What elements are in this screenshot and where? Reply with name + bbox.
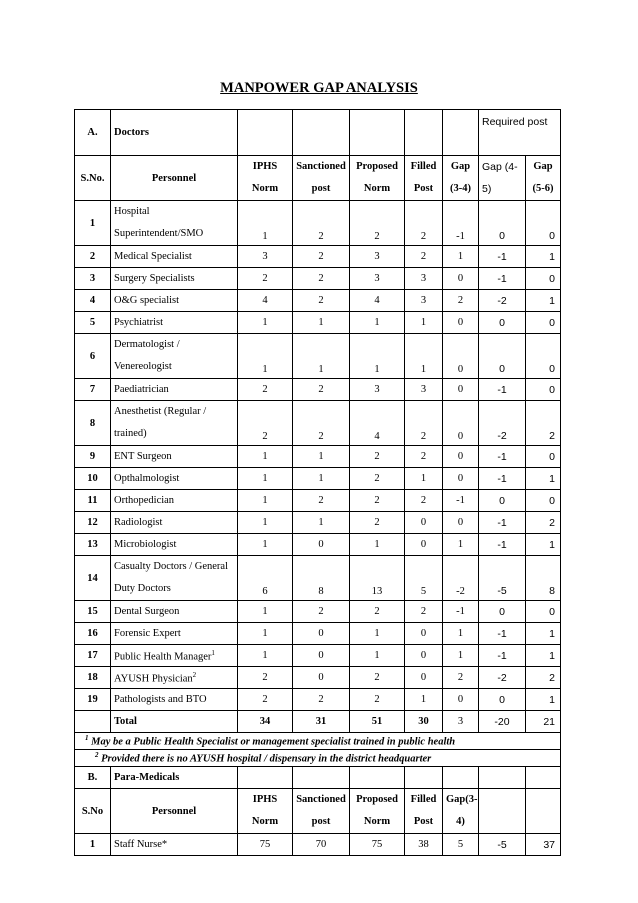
table-row: [75, 401, 561, 446]
row-proposed-norm: 1: [350, 334, 405, 379]
row-gap-5-6: 1: [526, 246, 561, 268]
row-sno: 11: [75, 490, 111, 512]
row-sanctioned-post: 1: [293, 334, 350, 379]
row-gap-4-5: -2: [479, 401, 526, 446]
row-personnel: [111, 601, 238, 623]
row-sanctioned-post: 2: [293, 290, 350, 312]
row-sno: 18: [75, 667, 111, 689]
row-iphs-norm: 6: [238, 556, 293, 601]
row-sno: 3: [75, 268, 111, 290]
footnote: [75, 733, 561, 750]
row-filled-post: 3: [405, 268, 443, 290]
row-gap-5-6: 1: [526, 623, 561, 645]
row-filled-post: 2: [405, 246, 443, 268]
row-sanctioned-post: 2: [293, 201, 350, 246]
table-row: [75, 667, 561, 689]
row-personnel: [111, 379, 238, 401]
row-proposed-norm: 2: [350, 601, 405, 623]
personnel-name: Medical Specialist: [114, 251, 192, 262]
row-sno: 4: [75, 290, 111, 312]
empty-cell: [443, 767, 479, 789]
table-row: [75, 468, 561, 490]
row-sno: 9: [75, 446, 111, 468]
row-sno: 17: [75, 645, 111, 667]
personnel-name: Public Health Manager: [114, 651, 212, 663]
row-gap-3-4: 0: [443, 401, 479, 446]
row-gap-3-4: -2: [443, 556, 479, 601]
personnel-name: O&G specialist: [114, 295, 180, 306]
row-sanctioned-post: 2: [293, 689, 350, 711]
row-gap-3-4: 0: [443, 268, 479, 290]
row-sanctioned-post: 2: [293, 601, 350, 623]
row-sanctioned-post: 1: [293, 446, 350, 468]
row-gap-4-5: 0: [479, 601, 526, 623]
row-gap-4-5: -2: [479, 667, 526, 689]
row-personnel: [111, 556, 238, 601]
row-sanctioned-post: 0: [293, 534, 350, 556]
header-iphs-norm: IPHS Norm: [238, 789, 293, 834]
row-gap-5-6: 0: [526, 268, 561, 290]
row-gap-3-4: 1: [443, 623, 479, 645]
manpower-gap-table: [74, 109, 561, 856]
personnel-name: Dermatologist / Venereologist: [114, 339, 180, 372]
row-sanctioned-post: 0: [293, 623, 350, 645]
row-gap-5-6: 0: [526, 601, 561, 623]
required-post-label: Required post: [479, 110, 561, 156]
row-sno: 5: [75, 312, 111, 334]
row-gap-4-5: 0: [479, 334, 526, 379]
total-row: [75, 711, 561, 733]
row-proposed-norm: 2: [350, 667, 405, 689]
row-iphs-norm: 1: [238, 645, 293, 667]
row-gap-5-6: 8: [526, 556, 561, 601]
row-filled-post: 5: [405, 556, 443, 601]
personnel-name: Opthalmologist: [114, 473, 180, 484]
row-gap-3-4: 1: [443, 246, 479, 268]
total-gap-5-6: 21: [526, 711, 561, 733]
header-iphs-norm: IPHS Norm: [238, 156, 293, 201]
table-row: [75, 645, 561, 667]
row-sno: 14: [75, 556, 111, 601]
row-filled-post: 2: [405, 201, 443, 246]
section-b-column-headers: [75, 789, 561, 834]
row-filled-post: 1: [405, 312, 443, 334]
header-sno: S.No: [75, 789, 111, 834]
section-a-header-row: [75, 110, 561, 156]
row-filled-post: 0: [405, 512, 443, 534]
row-sanctioned-post: 70: [293, 834, 350, 856]
table-row: [75, 534, 561, 556]
row-iphs-norm: 1: [238, 201, 293, 246]
personnel-name: Dental Surgeon: [114, 606, 180, 617]
row-iphs-norm: 1: [238, 312, 293, 334]
row-gap-3-4: 0: [443, 468, 479, 490]
row-proposed-norm: 3: [350, 268, 405, 290]
row-personnel: [111, 645, 238, 667]
row-gap-3-4: 5: [443, 834, 479, 856]
footnote-mark: 2: [95, 751, 99, 760]
row-gap-5-6: 1: [526, 290, 561, 312]
row-filled-post: 3: [405, 379, 443, 401]
row-proposed-norm: 4: [350, 401, 405, 446]
row-gap-5-6: 0: [526, 490, 561, 512]
row-personnel: [111, 446, 238, 468]
row-proposed-norm: 1: [350, 312, 405, 334]
total-label: Total: [111, 711, 238, 733]
row-gap-3-4: 0: [443, 312, 479, 334]
row-personnel: [111, 201, 238, 246]
row-sno: 6: [75, 334, 111, 379]
row-gap-5-6: 1: [526, 534, 561, 556]
page-title: MANPOWER GAP ANALYSIS: [220, 80, 418, 96]
personnel-name: Hospital Superintendent/SMO: [114, 206, 204, 239]
section-a-label: A.: [75, 110, 111, 156]
row-personnel: Staff Nurse*: [111, 834, 238, 856]
row-iphs-norm: 2: [238, 689, 293, 711]
total-sanctioned-post: 31: [293, 711, 350, 733]
personnel-name: Anesthetist (Regular / trained): [114, 406, 207, 439]
section-a-name: Doctors: [111, 110, 238, 156]
row-gap-3-4: -1: [443, 601, 479, 623]
row-iphs-norm: 2: [238, 667, 293, 689]
row-gap-3-4: 1: [443, 645, 479, 667]
row-gap-4-5: 0: [479, 490, 526, 512]
table-row: [75, 201, 561, 246]
header-proposed-norm: Proposed Norm: [350, 789, 405, 834]
row-personnel: [111, 468, 238, 490]
row-personnel: [111, 490, 238, 512]
row-iphs-norm: 1: [238, 334, 293, 379]
empty-cell: [479, 767, 526, 789]
table-row: [75, 556, 561, 601]
row-gap-3-4: 0: [443, 689, 479, 711]
row-gap-5-6: 0: [526, 446, 561, 468]
row-gap-5-6: 1: [526, 689, 561, 711]
row-sanctioned-post: 1: [293, 312, 350, 334]
row-personnel: [111, 268, 238, 290]
row-sno: 1: [75, 834, 111, 856]
header-gap-3-4: Gap(3-4): [443, 789, 479, 834]
row-filled-post: 2: [405, 601, 443, 623]
empty-cell: [350, 767, 405, 789]
row-sanctioned-post: 1: [293, 468, 350, 490]
row-filled-post: 38: [405, 834, 443, 856]
row-gap-5-6: 2: [526, 667, 561, 689]
row-gap-4-5: 0: [479, 689, 526, 711]
table-row: [75, 490, 561, 512]
row-sno: 7: [75, 379, 111, 401]
section-a-column-headers: [75, 156, 561, 201]
total-gap-3-4: 3: [443, 711, 479, 733]
table-row: [75, 623, 561, 645]
row-gap-3-4: 0: [443, 379, 479, 401]
table-row: [75, 689, 561, 711]
row-proposed-norm: 13: [350, 556, 405, 601]
personnel-name: Radiologist: [114, 517, 163, 528]
row-sno: 16: [75, 623, 111, 645]
empty-cell: [526, 767, 561, 789]
header-personnel: Personnel: [111, 789, 238, 834]
table-row: [75, 834, 561, 856]
row-gap-5-6: 0: [526, 201, 561, 246]
row-sanctioned-post: 8: [293, 556, 350, 601]
row-sanctioned-post: 2: [293, 401, 350, 446]
header-filled-post: Filled Post: [405, 789, 443, 834]
row-sanctioned-post: 2: [293, 246, 350, 268]
row-proposed-norm: 4: [350, 290, 405, 312]
row-proposed-norm: 2: [350, 446, 405, 468]
row-iphs-norm: 3: [238, 246, 293, 268]
table-row: [75, 512, 561, 534]
row-filled-post: 3: [405, 290, 443, 312]
row-gap-3-4: 0: [443, 334, 479, 379]
row-gap-5-6: 1: [526, 468, 561, 490]
empty-cell: [238, 767, 293, 789]
row-filled-post: 2: [405, 401, 443, 446]
header-gap-5-6: Gap (5-6): [526, 156, 561, 201]
row-iphs-norm: 2: [238, 401, 293, 446]
row-gap-3-4: 2: [443, 290, 479, 312]
row-proposed-norm: 2: [350, 689, 405, 711]
row-iphs-norm: 1: [238, 490, 293, 512]
row-sno: 10: [75, 468, 111, 490]
row-iphs-norm: 75: [238, 834, 293, 856]
table-row: [75, 601, 561, 623]
row-gap-4-5: -1: [479, 623, 526, 645]
row-iphs-norm: 2: [238, 268, 293, 290]
row-gap-4-5: -1: [479, 268, 526, 290]
row-gap-4-5: -5: [479, 556, 526, 601]
row-gap-4-5: -1: [479, 379, 526, 401]
row-sno: 15: [75, 601, 111, 623]
row-filled-post: 0: [405, 667, 443, 689]
row-gap-3-4: 0: [443, 512, 479, 534]
table-row: [75, 246, 561, 268]
row-gap-4-5: 0: [479, 201, 526, 246]
row-proposed-norm: 2: [350, 468, 405, 490]
table-row: [75, 290, 561, 312]
total-gap-4-5: -20: [479, 711, 526, 733]
footnote: [75, 750, 561, 767]
personnel-name: ENT Surgeon: [114, 451, 172, 462]
personnel-name: Surgery Specialists: [114, 273, 195, 284]
row-gap-4-5: 0: [479, 312, 526, 334]
footnote-text: Provided there is no AYUSH hospital / dispensary in the district headquarter: [101, 753, 432, 765]
row-iphs-norm: 1: [238, 601, 293, 623]
row-sanctioned-post: 2: [293, 490, 350, 512]
row-gap-3-4: 1: [443, 534, 479, 556]
row-gap-3-4: -1: [443, 490, 479, 512]
header-sno: S.No.: [75, 156, 111, 201]
personnel-name: Orthopedician: [114, 495, 175, 506]
total-filled-post: 30: [405, 711, 443, 733]
empty-cell: [479, 789, 526, 834]
row-sno: 19: [75, 689, 111, 711]
row-personnel: [111, 290, 238, 312]
row-gap-4-5: -2: [479, 290, 526, 312]
row-filled-post: 1: [405, 334, 443, 379]
personnel-name: AYUSH Physician: [114, 673, 193, 685]
section-b-header-row: [75, 767, 561, 789]
row-personnel: [111, 512, 238, 534]
row-proposed-norm: 2: [350, 201, 405, 246]
row-filled-post: 1: [405, 689, 443, 711]
table-row: [75, 446, 561, 468]
empty-cell: [293, 767, 350, 789]
row-gap-5-6: 37: [526, 834, 561, 856]
footnote-text: May be a Public Health Specialist or management specialist trained in public health: [91, 736, 456, 748]
row-personnel: [111, 534, 238, 556]
row-personnel: [111, 623, 238, 645]
row-iphs-norm: 1: [238, 512, 293, 534]
row-gap-4-5: -1: [479, 246, 526, 268]
table-row: [75, 312, 561, 334]
row-proposed-norm: 2: [350, 512, 405, 534]
row-sanctioned-post: 0: [293, 667, 350, 689]
personnel-name: Casualty Doctors / General Duty Doctors: [114, 561, 229, 594]
header-gap-4-5: Gap (4-5): [479, 156, 526, 201]
row-proposed-norm: 75: [350, 834, 405, 856]
row-gap-5-6: 2: [526, 512, 561, 534]
section-b-name: Para-Medicals: [111, 767, 238, 789]
row-sanctioned-post: 2: [293, 268, 350, 290]
row-gap-5-6: 0: [526, 334, 561, 379]
header-proposed-norm: Proposed Norm: [350, 156, 405, 201]
table-row: [75, 268, 561, 290]
row-sno: 13: [75, 534, 111, 556]
header-sanctioned-post: Sanctioned post: [293, 156, 350, 201]
row-gap-4-5: -1: [479, 534, 526, 556]
total-iphs-norm: 34: [238, 711, 293, 733]
row-gap-3-4: 0: [443, 446, 479, 468]
row-personnel: [111, 334, 238, 379]
personnel-name: Microbiologist: [114, 539, 177, 550]
row-gap-3-4: 2: [443, 667, 479, 689]
header-gap-3-4: Gap (3-4): [443, 156, 479, 201]
row-iphs-norm: 4: [238, 290, 293, 312]
row-iphs-norm: 1: [238, 534, 293, 556]
row-personnel: [111, 667, 238, 689]
row-personnel: [111, 689, 238, 711]
row-filled-post: 0: [405, 534, 443, 556]
footnote-marker: 2: [192, 670, 197, 679]
footnote-row: [75, 750, 561, 767]
header-filled-post: Filled Post: [405, 156, 443, 201]
row-filled-post: 0: [405, 623, 443, 645]
row-personnel: [111, 401, 238, 446]
row-personnel: [111, 246, 238, 268]
row-gap-4-5: -5: [479, 834, 526, 856]
row-sno: 1: [75, 201, 111, 246]
personnel-name: Paediatrician: [114, 384, 169, 395]
row-filled-post: 2: [405, 490, 443, 512]
row-gap-4-5: -1: [479, 468, 526, 490]
row-gap-4-5: -1: [479, 645, 526, 667]
row-proposed-norm: 3: [350, 379, 405, 401]
row-proposed-norm: 1: [350, 645, 405, 667]
row-filled-post: 2: [405, 446, 443, 468]
row-gap-3-4: -1: [443, 201, 479, 246]
row-proposed-norm: 3: [350, 246, 405, 268]
table-row: [75, 379, 561, 401]
footnote-marker: 1: [211, 648, 215, 657]
empty-cell: [526, 789, 561, 834]
row-sanctioned-post: 0: [293, 645, 350, 667]
row-sanctioned-post: 1: [293, 512, 350, 534]
row-sanctioned-post: 2: [293, 379, 350, 401]
row-personnel: [111, 312, 238, 334]
row-gap-5-6: 0: [526, 379, 561, 401]
row-filled-post: 0: [405, 645, 443, 667]
row-gap-4-5: -1: [479, 512, 526, 534]
row-gap-5-6: 0: [526, 312, 561, 334]
row-sno: 8: [75, 401, 111, 446]
row-sno: 12: [75, 512, 111, 534]
row-sno: 2: [75, 246, 111, 268]
row-gap-4-5: -1: [479, 446, 526, 468]
total-proposed-norm: 51: [350, 711, 405, 733]
row-proposed-norm: 1: [350, 623, 405, 645]
total-sno-empty: [75, 711, 111, 733]
section-b-label: B.: [75, 767, 111, 789]
empty-cell: [405, 767, 443, 789]
row-iphs-norm: 1: [238, 468, 293, 490]
row-iphs-norm: 1: [238, 446, 293, 468]
header-personnel: Personnel: [111, 156, 238, 201]
row-gap-5-6: 2: [526, 401, 561, 446]
row-proposed-norm: 2: [350, 490, 405, 512]
footnote-row: [75, 733, 561, 750]
personnel-name: Psychiatrist: [114, 317, 163, 328]
footnote-mark: 1: [85, 734, 89, 743]
personnel-name: Forensic Expert: [114, 628, 181, 639]
row-iphs-norm: 2: [238, 379, 293, 401]
row-filled-post: 1: [405, 468, 443, 490]
row-gap-5-6: 1: [526, 645, 561, 667]
row-iphs-norm: 1: [238, 623, 293, 645]
personnel-name: Pathologists and BTO: [114, 694, 207, 705]
row-proposed-norm: 1: [350, 534, 405, 556]
header-sanctioned-post: Sanctioned post: [293, 789, 350, 834]
table-row: [75, 334, 561, 379]
